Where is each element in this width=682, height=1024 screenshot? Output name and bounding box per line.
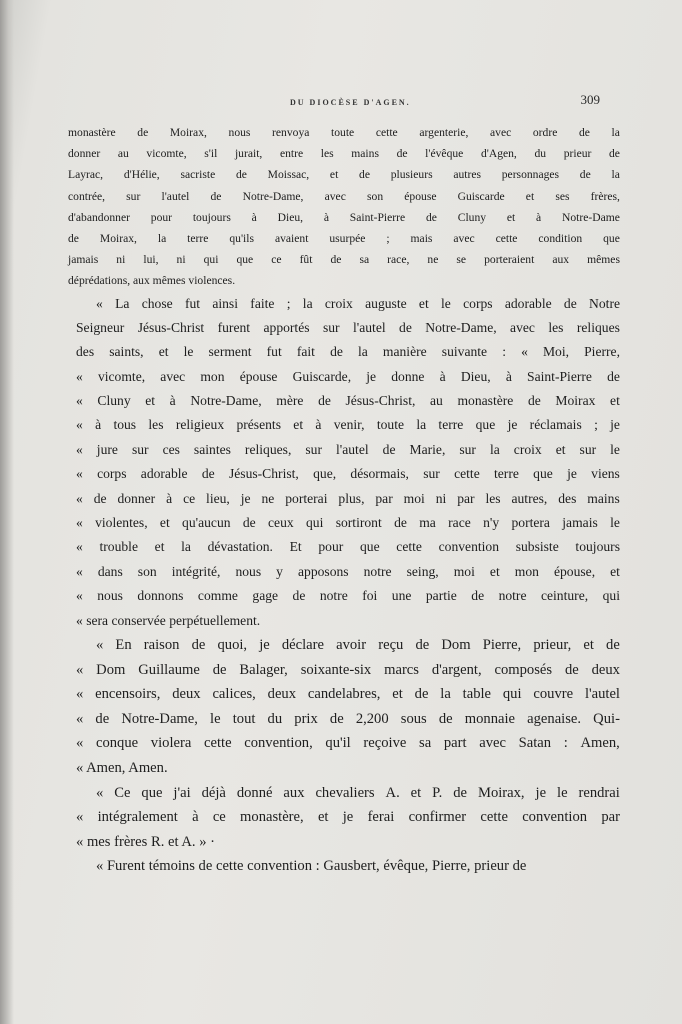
text-line: « trouble et la dévastation. Et pour que cette convention subsiste toujours (76, 539, 620, 555)
paragraph (68, 781, 620, 855)
paragraph (68, 122, 620, 292)
paragraph (68, 292, 620, 633)
text-line: « violentes, et qu'aucun de ceux qui sortiront de ma race n'y portera jamais le (76, 515, 620, 531)
text-line: « sera conservée perpétuellement. (76, 612, 261, 628)
text-line: « à tous les religieux présents et à venir, toute la terre que je réclamais ; je (76, 417, 620, 433)
text-line: « Amen, Amen. (76, 759, 168, 776)
body-text (68, 122, 620, 879)
page-edge (0, 0, 14, 1024)
text-line: jamais ni lui, ni qui que ce fût de sa race, ne se porteraient aux mêmes (68, 253, 620, 267)
paragraph (68, 854, 620, 879)
text-line: « jure sur ces saintes reliques, sur l'autel de Marie, sur la croix et sur le (76, 441, 620, 457)
text-line: Layrac, d'Hélie, sacriste de Moissac, et de plusieurs autres personnages de la (68, 168, 620, 182)
text-line: « encensoirs, deux calices, deux candelabres, et de la table qui couvre l'autel (76, 686, 620, 703)
text-line: « Dom Guillaume de Balager, soixante-six marcs d'argent, composés de deux (76, 661, 620, 678)
text-line: « La chose fut ainsi faite ; la croix auguste et le corps adorable de Notre (96, 295, 620, 311)
text-line: « corps adorable de Jésus-Christ, que, désormais, sur cette terre que je viens (76, 466, 620, 482)
text-line: des saints, et le serment fut fait de la manière suivante : « Moi, Pierre, (76, 344, 620, 360)
text-line: « conque violera cette convention, qu'il reçoive sa part avec Satan : Amen, (76, 735, 620, 752)
page-number: 309 (580, 92, 600, 107)
text-line: « Ce que j'ai déjà donné aux chevaliers A. et P. de Moirax, je le rendrai (96, 784, 620, 801)
text-line: « mes frères R. et A. » · (76, 833, 216, 850)
text-line: « Cluny et à Notre-Dame, mère de Jésus-Christ, au monastère de Moirax et (76, 393, 620, 409)
text-line: déprédations, aux mêmes violences. (68, 274, 236, 288)
text-line: « Furent témoins de cette convention : Gausbert, évêque, Pierre, prieur de (96, 858, 527, 875)
text-line: « En raison de quoi, je déclare avoir reçu de Dom Pierre, prieur, et de (96, 636, 620, 653)
text-line: « de Notre-Dame, le tout du prix de 2,200 sous de monnaie agenaise. Qui- (76, 710, 620, 727)
text-line: « vicomte, avec mon épouse Guiscarde, je donne à Dieu, à Saint-Pierre de (76, 368, 620, 384)
text-line: contrée, sur l'autel de Notre-Dame, avec son épouse Guiscarde et ses frères, (68, 189, 620, 203)
text-line: « de donner à ce lieu, je ne porterai plus, par moi ni par les autres, des mains (76, 490, 620, 506)
text-line: d'abandonner pour toujours à Dieu, à Saint-Pierre de Cluny et à Notre-Dame (68, 210, 620, 224)
text-line: donner au vicomte, s'il jurait, entre les mains de l'évêque d'Agen, du prieur de (68, 147, 620, 161)
text-line: « intégralement à ce monastère, et je ferai confirmer cette convention par (76, 809, 620, 826)
running-head: DU DIOCÈSE D'AGEN. (290, 98, 411, 107)
text-line: « nous donnons comme gage de notre foi une partie de notre ceinture, qui (76, 588, 620, 604)
text-line: monastère de Moirax, nous renvoya toute cette argenterie, avec ordre de la (68, 126, 620, 139)
text-line: « dans son intégrité, nous y apposons notre seing, moi et mon épouse, et (76, 563, 620, 579)
paragraph (68, 633, 620, 781)
text-line: de Moirax, la terre qu'ils avaient usurpée ; mais avec cette condition que (68, 231, 620, 245)
text-line: Seigneur Jésus-Christ furent apportés sur l'autel de Notre-Dame, avec les reliques (76, 319, 620, 335)
